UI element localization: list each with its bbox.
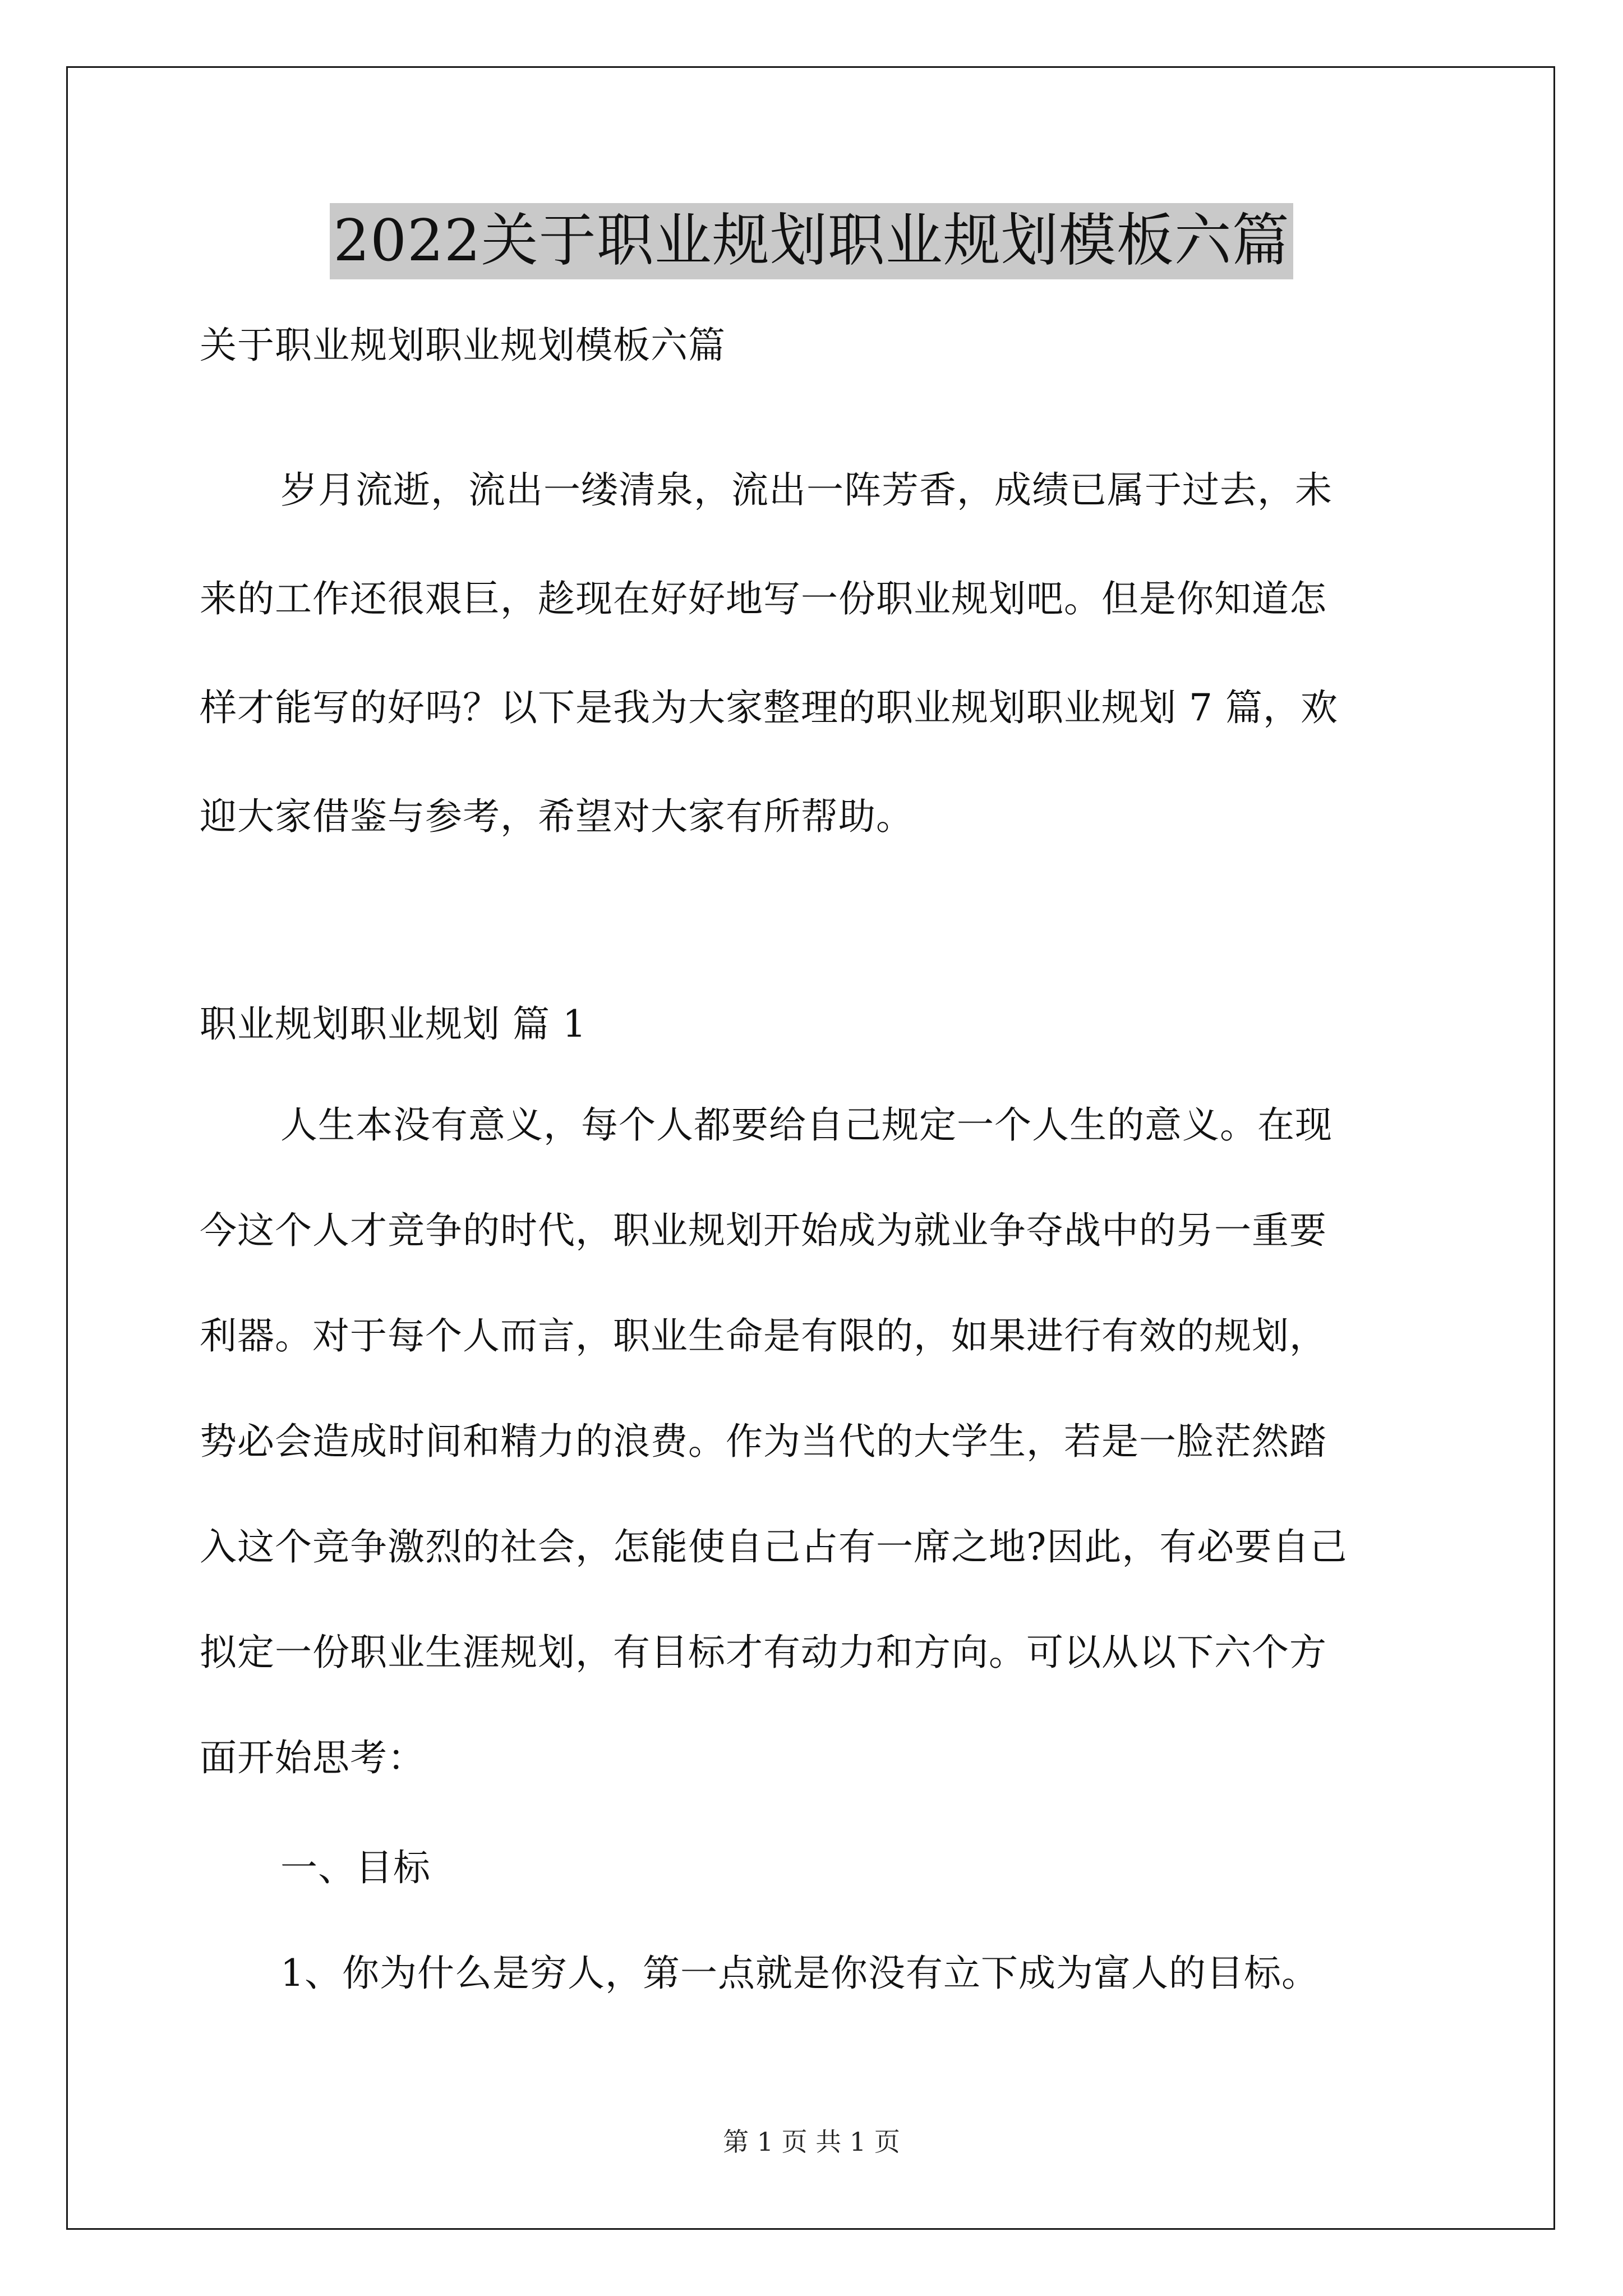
section-heading: 职业规划职业规划 篇 1 bbox=[200, 1002, 587, 1046]
section-line-7: 面开始思考： bbox=[200, 1736, 425, 1779]
section-line-2: 今这个人才竞争的时代，职业规划开始成为就业争夺战中的另一重要 bbox=[200, 1209, 1327, 1252]
page-footer: 第 1 页 共 1 页 bbox=[723, 2127, 900, 2157]
document-title: 2022关于职业规划职业规划模板六篇 bbox=[330, 203, 1293, 279]
point-1: 1、你为什么是穷人，第一点就是你没有立下成为富人的目标。 bbox=[280, 1952, 1319, 1995]
document-subtitle: 关于职业规划职业规划模板六篇 bbox=[200, 324, 726, 367]
intro-line-2: 来的工作还很艰巨，趁现在好好地写一份职业规划吧。但是你知道怎 bbox=[200, 577, 1327, 620]
section-line-4: 势必会造成时间和精力的浪费。作为当代的大学生，若是一脸茫然踏 bbox=[200, 1420, 1327, 1463]
section-line-6: 拟定一份职业生涯规划，有目标才有动力和方向。可以从以下六个方 bbox=[200, 1631, 1327, 1674]
title-container bbox=[0, 203, 1623, 279]
intro-line-4: 迎大家借鉴与参考，希望对大家有所帮助。 bbox=[200, 795, 914, 838]
section-line-5: 入这个竞争激烈的社会，怎能使自己占有一席之地?因此，有必要自己 bbox=[200, 1525, 1348, 1568]
sub-heading: 一、目标 bbox=[280, 1846, 431, 1889]
intro-line-1: 岁月流逝，流出一缕清泉，流出一阵芳香，成绩已属于过去，未 bbox=[280, 468, 1332, 512]
intro-line-3: 样才能写的好吗？以下是我为大家整理的职业规划职业规划 7 篇，欢 bbox=[200, 686, 1338, 729]
section-line-3: 利器。对于每个人而言，职业生命是有限的，如果进行有效的规划， bbox=[200, 1314, 1327, 1358]
section-line-1: 人生本没有意义，每个人都要给自己规定一个人生的意义。在现 bbox=[280, 1103, 1332, 1147]
